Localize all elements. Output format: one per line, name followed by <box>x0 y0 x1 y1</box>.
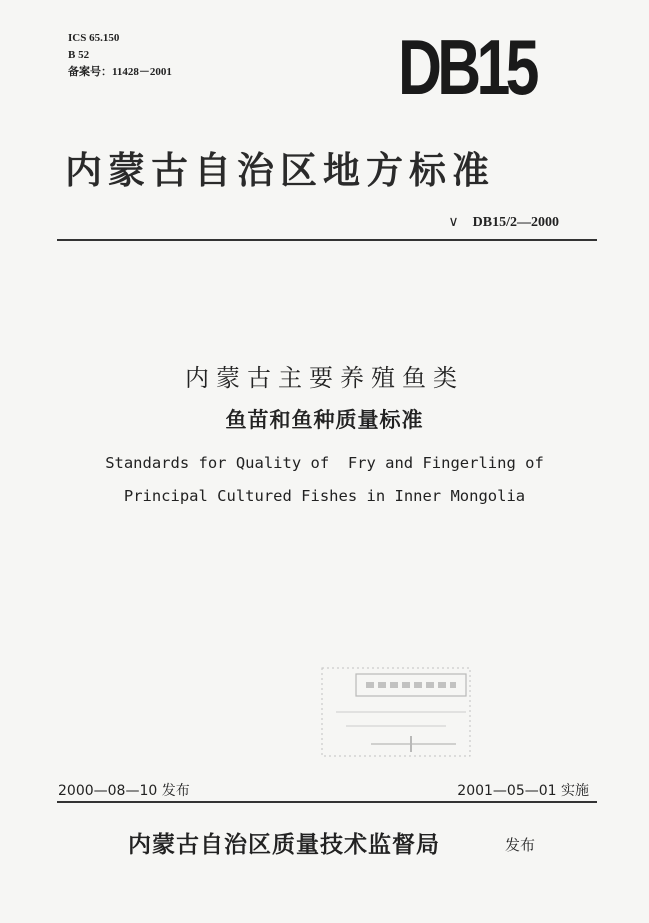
title-zh-line1: 内蒙古主要养殖鱼类 <box>185 364 464 392</box>
issue-label: 发布 <box>505 836 536 854</box>
record-number: 备案号：11428－2001 <box>68 66 172 78</box>
standard-number-line <box>448 214 559 231</box>
standard-category-title: 内蒙古自治区地方标准 <box>65 148 495 192</box>
implement-date: 2001—05—01 实施 <box>457 783 589 799</box>
title-en-line1: Standards for Quality of Fry and Fingerling of <box>105 454 544 472</box>
title-en-line2: Principal Cultured Fishes in Inner Mongolia <box>123 487 526 505</box>
class-code: B 52 <box>68 49 90 61</box>
footer-divider <box>57 801 597 803</box>
faded-stamp <box>316 660 476 760</box>
issue-date: 2000—08—10 发布 <box>58 783 190 799</box>
check-mark: ∨ <box>448 215 459 230</box>
standard-number: DB15/2—2000 <box>472 215 559 230</box>
db15-logo: DB15 <box>398 23 535 111</box>
metadata-block <box>68 30 172 81</box>
ics-code: ICS 65.150 <box>68 32 120 44</box>
issuing-authority: 内蒙古自治区质量技术监督局 <box>128 831 440 858</box>
header-divider <box>57 239 597 241</box>
title-zh-line2: 鱼苗和鱼种质量标准 <box>225 408 424 432</box>
